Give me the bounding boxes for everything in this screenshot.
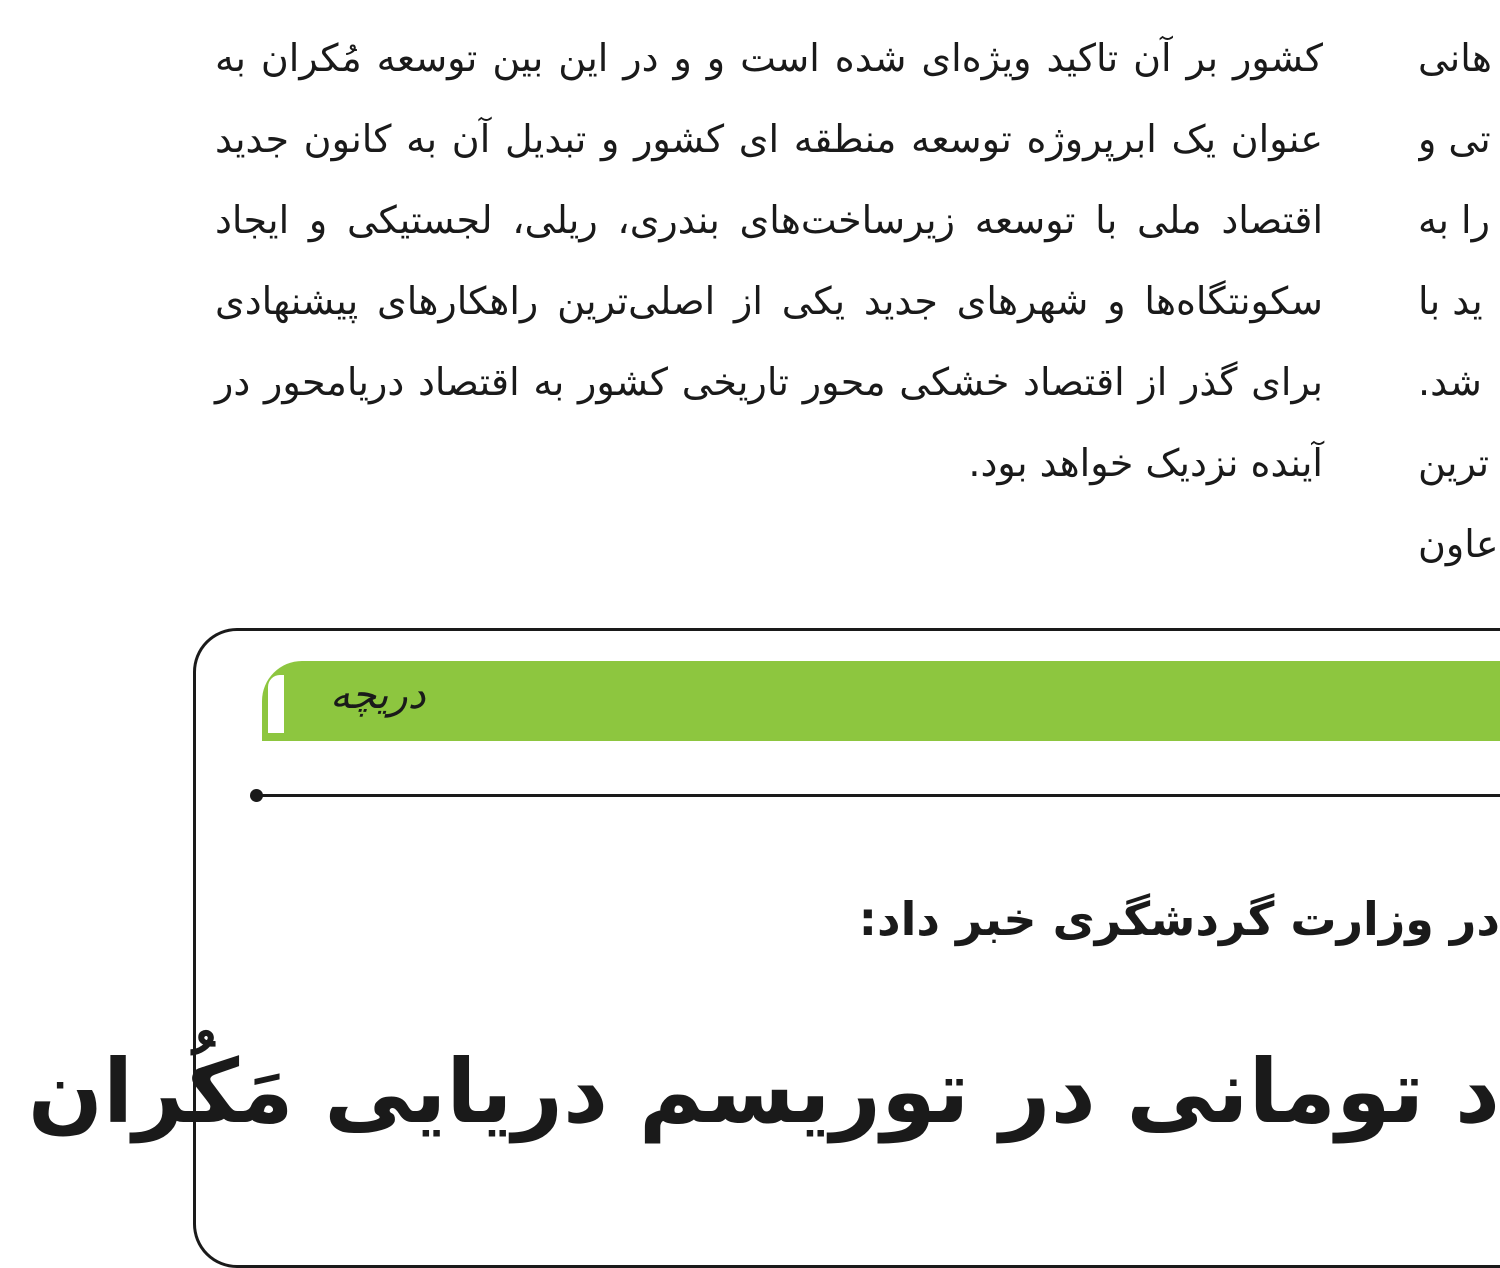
divider-dot — [250, 789, 263, 802]
right-column-line: را به — [1418, 198, 1490, 242]
section-band — [262, 661, 1500, 741]
divider-rule — [257, 794, 1500, 797]
section-title: دریچه — [330, 672, 426, 718]
headline-kicker: در وزارت گردشگری خبر داد: — [858, 892, 1500, 946]
article-paragraph: کشور بر آن تاکید ویژه‌ای شده است و و در این بین توسعه مُکران به عنوان یک ابرپروژه توسعه منطقه ای کشور و تبدیل آن به کانون جدید اقتصاد ملی با توسعه زیرساخت‌های بندری، ریلی، لجستیکی و ایجاد سکونتگاه‌ها و شهرهای جدید یکی از اصلی‌ترین راهکارهای پیشنهادی برای گذر از اقتصاد خشکی محور تاریخی کشور به اقتصاد دریامحور در آینده نزدیک خواهد بود. — [215, 36, 1323, 485]
right-column-line: هانی — [1418, 36, 1492, 80]
right-column-line: ید با — [1418, 279, 1483, 323]
article-main-column — [215, 18, 1323, 504]
right-column-line: ترین — [1418, 441, 1490, 485]
band-notch — [268, 675, 284, 733]
headline: د تومانی در توریسم دریایی مَکُران — [27, 1040, 1500, 1143]
right-column-line: تی و — [1418, 117, 1491, 161]
right-column-line: عاون — [1418, 522, 1499, 566]
article-right-column — [1418, 18, 1500, 585]
right-column-line: شد. — [1418, 360, 1482, 404]
